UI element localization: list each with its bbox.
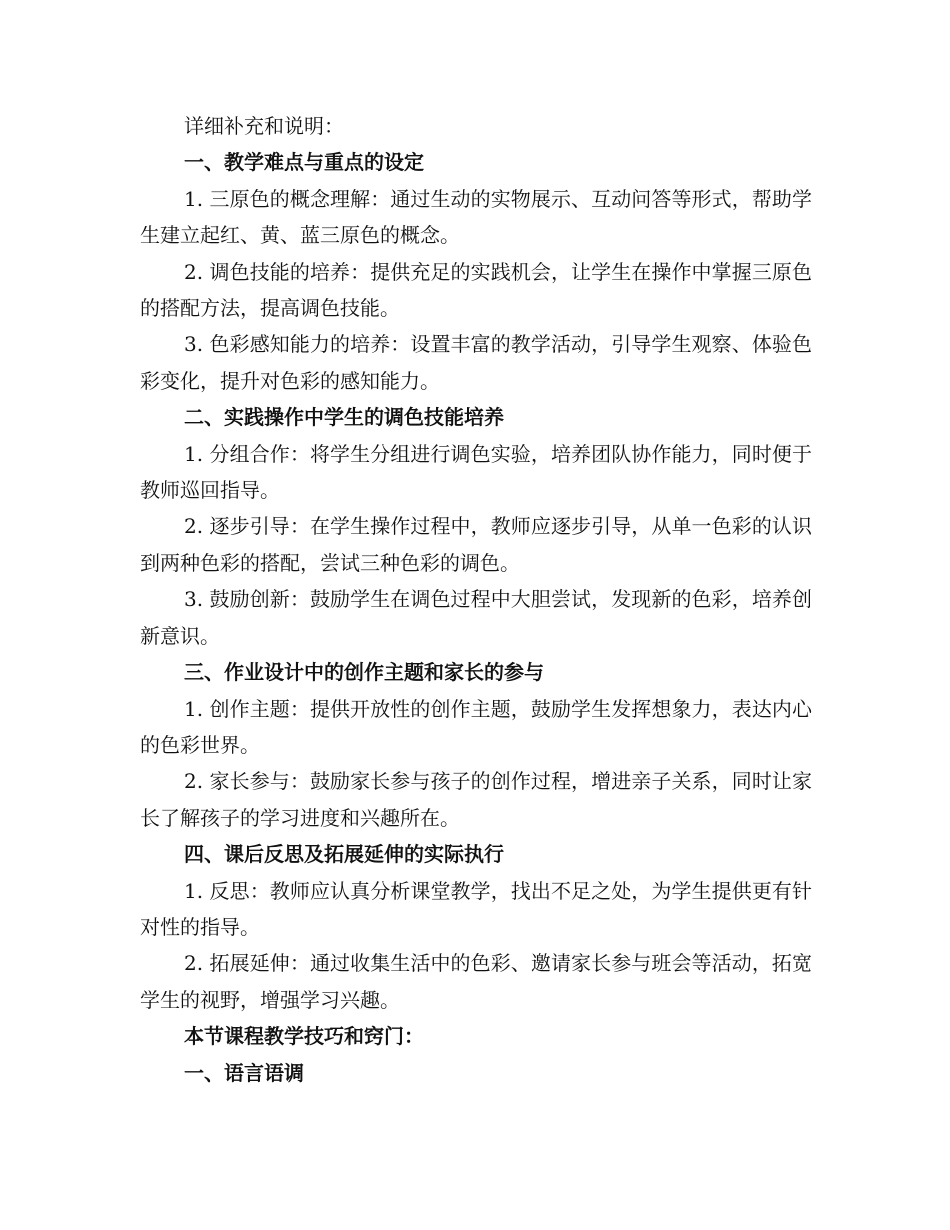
section-heading-1: 一、教学难点与重点的设定 (184, 150, 424, 175)
intro-paragraph: 详细补充和说明： (184, 114, 344, 138)
section-heading-4: 四、课后反思及拓展延伸的实际执行 (184, 842, 504, 867)
paragraph-1-1: 1. 三原色的概念理解：通过生动的实物展示、互动问答等形式，帮助学生建立起红、黄、蓝三原色的概念。 (140, 186, 812, 248)
paragraph-4-2: 2. 拓展延伸：通过收集生活中的色彩、邀请家长参与班会等活动，拓宽学生的视野，增强学习兴趣。 (140, 951, 812, 1012)
tips-section-heading-1: 一、语言语调 (184, 1060, 304, 1085)
document-body (140, 108, 812, 1091)
paragraph-2-2: 2. 逐步引导：在学生操作过程中，教师应逐步引导，从单一色彩的认识到两种色彩的搭配，尝试三种色彩的调色。 (140, 514, 812, 575)
paragraph-4-1: 1. 反思：教师应认真分析课堂教学，找出不足之处，为学生提供更有针对性的指导。 (140, 878, 812, 939)
paragraph-1-2: 2. 调色技能的培养：提供充足的实践机会，让学生在操作中掌握三原色的搭配方法，提高调色技能。 (140, 259, 812, 321)
paragraph-2-3: 3. 鼓励创新：鼓励学生在调色过程中大胆尝试，发现新的色彩，培养创新意识。 (140, 587, 812, 648)
section-heading-3: 三、作业设计中的创作主题和家长的参与 (184, 660, 544, 685)
paragraph-3-1: 1. 创作主题：提供开放性的创作主题，鼓励学生发挥想象力，表达内心的色彩世界。 (140, 696, 812, 757)
paragraph-1-3: 3. 色彩感知能力的培养：设置丰富的教学活动，引导学生观察、体验色彩变化，提升对色彩的感知能力。 (140, 332, 812, 393)
paragraph-2-1: 1. 分组合作：将学生分组进行调色实验，培养团队协作能力，同时便于教师巡回指导。 (140, 441, 812, 503)
paragraph-3-2: 2. 家长参与：鼓励家长参与孩子的创作过程，增进亲子关系，同时让家长了解孩子的学习进度和兴趣所在。 (140, 769, 812, 830)
tips-heading: 本节课程教学技巧和窍门： (184, 1024, 424, 1049)
section-heading-2: 二、实践操作中学生的调色技能培养 (184, 405, 504, 430)
